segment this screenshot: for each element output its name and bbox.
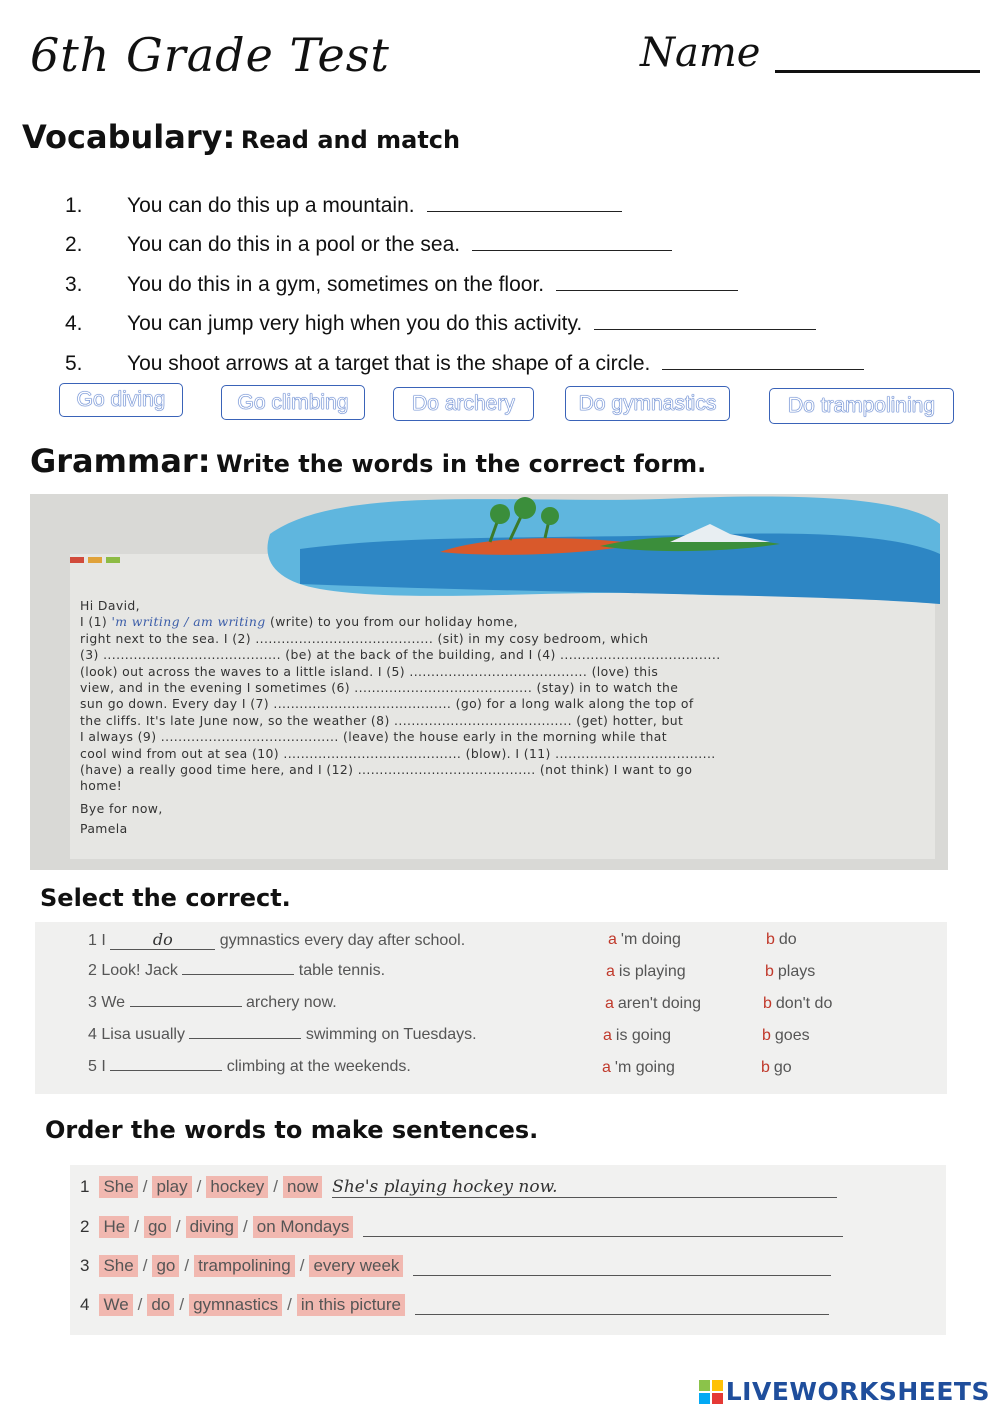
word-chip: gymnastics [189, 1294, 282, 1316]
grammar-heading-block [30, 442, 706, 480]
separator: / [175, 1217, 181, 1236]
separator: / [299, 1256, 305, 1275]
vocab-item [65, 297, 985, 337]
order-row-number: 3 [80, 1256, 90, 1275]
word-chip: hockey [206, 1176, 268, 1198]
select-row-after: table tennis. [298, 962, 386, 979]
select-heading: Select the correct. [40, 884, 291, 912]
vocab-item-text: You can do this up a mountain. [127, 193, 415, 217]
select-row [88, 1058, 411, 1076]
select-row-before: Look! Jack [101, 962, 178, 979]
select-row-after: climbing at the weekends. [226, 1058, 411, 1075]
separator: / [273, 1177, 278, 1196]
option-text: go [773, 1059, 792, 1076]
option-text: is going [615, 1027, 672, 1044]
word-chip: diving [186, 1216, 238, 1238]
order-heading: Order the words to make sentences. [45, 1116, 539, 1144]
page-title: 6th Grade Test [30, 28, 390, 82]
letter-line-part: I (1) [80, 614, 108, 630]
option-letter: a [606, 963, 615, 980]
vocab-answer-line[interactable] [472, 250, 672, 251]
vocab-item [65, 178, 985, 218]
letter-line: I always (9) ......................................... (leave) the house early in the morning while that [80, 729, 667, 745]
vocabulary-instruction: Read and match [240, 126, 461, 154]
vocab-answer-line[interactable] [427, 211, 622, 212]
select-answer-field[interactable]: do [110, 930, 215, 950]
vocab-item-text: You do this in a gym, sometimes on the floor. [127, 272, 545, 296]
letter-color-bar [70, 554, 150, 564]
select-row [88, 930, 465, 950]
select-row-before: Lisa usually [101, 1026, 185, 1043]
grammar-instruction: Write the words in the correct form. [216, 450, 707, 478]
word-bank-item[interactable]: Go climbing [221, 385, 365, 420]
select-row-number: 4 [88, 1026, 97, 1043]
select-answer-field[interactable] [110, 1070, 222, 1071]
word-chip: She [99, 1176, 137, 1198]
separator: / [142, 1256, 148, 1275]
vocab-item-number: 1. [65, 193, 83, 217]
option-a[interactable] [608, 931, 681, 949]
select-row-before: I [101, 932, 106, 949]
letter-line [80, 614, 910, 630]
vocab-item-number: 3. [65, 272, 83, 296]
vocabulary-heading-block [22, 118, 460, 156]
option-letter: a [605, 995, 614, 1012]
order-answer-field[interactable] [413, 1275, 831, 1276]
separator: / [179, 1295, 185, 1314]
island-illustration [260, 494, 948, 604]
letter-line-part: (write) to you from our holiday home, [269, 614, 518, 630]
letter-signoff: Bye for now, [80, 800, 163, 816]
select-row-number: 5 [88, 1058, 97, 1075]
order-row-number: 2 [80, 1217, 90, 1236]
option-text: aren't doing [617, 995, 702, 1012]
vocab-item-number: 5. [65, 351, 83, 375]
order-row [80, 1216, 843, 1238]
select-answer-field[interactable] [182, 974, 294, 975]
letter-line: (3) ......................................... (be) at the back of the building, and I (4) ..................................... [80, 647, 721, 663]
grammar-letter-image [30, 494, 948, 870]
order-row-number: 4 [80, 1295, 90, 1314]
vocab-item-number: 4. [65, 312, 83, 335]
option-b[interactable] [765, 963, 815, 981]
option-b[interactable] [761, 1059, 792, 1077]
vocab-item-text: You shoot arrows at a target that is the shape of a circle. [127, 351, 651, 375]
vocab-item [65, 257, 985, 297]
word-chip: now [283, 1176, 322, 1198]
order-answer-field[interactable]: She's playing hockey now. [332, 1177, 837, 1198]
select-row-number: 3 [88, 994, 97, 1011]
vocab-item-number: 2. [65, 233, 83, 256]
option-text: is playing [618, 963, 686, 980]
separator: / [243, 1217, 248, 1236]
word-chip: play [152, 1176, 191, 1198]
option-letter: a [603, 1027, 612, 1044]
select-row [88, 994, 337, 1012]
vocab-item-text: You can do this in a pool or the sea. [127, 233, 461, 256]
option-letter: b [766, 931, 775, 948]
select-row-number: 2 [88, 962, 97, 979]
option-letter: a [608, 931, 617, 948]
order-row [80, 1255, 831, 1277]
select-row-before: I [101, 1058, 106, 1075]
option-b[interactable] [766, 931, 797, 949]
select-row-before: We [101, 994, 126, 1011]
letter-line: sun go down. Every day I (7) ......................................... (go) for a long walk along the top of [80, 696, 694, 712]
select-answer-field[interactable] [130, 1006, 242, 1007]
word-chip: do [147, 1294, 174, 1316]
select-row-number: 1 [88, 932, 97, 949]
word-chip: We [99, 1294, 132, 1316]
option-a[interactable] [605, 995, 701, 1013]
select-row [88, 1026, 477, 1044]
select-row-after: archery now. [245, 994, 337, 1011]
option-letter: b [765, 963, 774, 980]
vocab-item [65, 218, 985, 258]
letter-line: view, and in the evening I sometimes (6) ......................................... (stay) in to watch the [80, 680, 679, 696]
option-letter: b [763, 995, 772, 1012]
letter-greeting: Hi David, [80, 598, 141, 613]
option-a[interactable] [606, 963, 686, 981]
vocab-item [65, 336, 985, 376]
option-b[interactable] [763, 995, 832, 1013]
word-chip: on Mondays [253, 1216, 354, 1238]
option-text: don't do [775, 995, 833, 1012]
order-answer-field[interactable] [363, 1236, 843, 1237]
option-text: 'm doing [620, 931, 681, 948]
word-chip: He [99, 1216, 129, 1238]
name-label: Name [640, 30, 761, 76]
vocab-answer-line[interactable] [662, 369, 864, 370]
option-text: 'm going [614, 1059, 675, 1076]
letter-line: home! [80, 778, 123, 794]
letter-line: right next to the sea. I (2) ......................................... (sit) in my cosy bedroom, which [80, 630, 649, 646]
liveworksheets-footer[interactable] [698, 1377, 990, 1406]
word-bank-item[interactable]: Do gymnastics [565, 386, 730, 421]
option-a[interactable] [603, 1027, 671, 1045]
footer-brand: LIVEWORKSHEETS [725, 1377, 990, 1406]
select-row-after: gymnastics every day after school. [219, 932, 466, 949]
letter-line: cool wind from out at sea (10) ......................................... (blow). I (11) ..................................... [80, 745, 716, 761]
letter-line: (have) a really good time here, and I (12) ......................................... (not think) I want to go [80, 762, 693, 778]
word-chip: every week [309, 1255, 403, 1277]
vocabulary-heading: Vocabulary: [22, 118, 236, 156]
vocab-item-text: You can jump very high when you do this activity. [127, 312, 583, 335]
word-chip: go [152, 1255, 179, 1277]
option-letter: b [761, 1059, 770, 1076]
letter-signature: Pamela [80, 821, 128, 837]
word-chip: She [99, 1255, 137, 1277]
separator: / [196, 1177, 202, 1196]
vocabulary-list [65, 178, 985, 376]
color-bar-icon [70, 557, 130, 567]
vocab-answer-line[interactable] [556, 290, 738, 291]
letter-text [80, 598, 910, 838]
word-chip: in this picture [297, 1294, 405, 1316]
order-row [80, 1176, 837, 1198]
word-bank-item[interactable]: Do trampolining [769, 388, 954, 424]
letter-line: (look) out across the waves to a little island. I (5) ......................................... (love) this [80, 663, 659, 679]
order-answer-field[interactable] [415, 1314, 829, 1315]
option-letter: b [762, 1027, 771, 1044]
separator: / [184, 1256, 190, 1275]
word-chip: go [144, 1216, 171, 1238]
grammar-heading: Grammar: [30, 442, 211, 480]
name-input-line[interactable] [775, 70, 980, 73]
order-row [80, 1294, 829, 1316]
option-b[interactable] [762, 1027, 810, 1045]
separator: / [142, 1177, 148, 1196]
select-row [88, 962, 385, 980]
order-row-number: 1 [80, 1177, 90, 1196]
separator: / [137, 1295, 143, 1314]
option-letter: a [602, 1059, 611, 1076]
option-text: do [778, 931, 797, 948]
word-bank-item[interactable]: Do archery [393, 387, 534, 421]
word-chip: trampolining [194, 1255, 295, 1277]
letter-answer-1[interactable]: 'm writing / am writing [111, 614, 266, 630]
word-bank-item[interactable]: Go diving [59, 383, 183, 417]
separator: / [134, 1217, 139, 1236]
option-a[interactable] [602, 1059, 675, 1077]
separator: / [287, 1295, 292, 1314]
option-text: goes [774, 1027, 810, 1044]
vocab-answer-line[interactable] [594, 329, 816, 330]
liveworksheets-logo-icon [698, 1379, 724, 1405]
option-text: plays [777, 963, 816, 980]
letter-line: the cliffs. It's late June now, so the weather (8) ......................................... (get) hotter, but [80, 712, 684, 728]
select-answer-field[interactable] [189, 1038, 301, 1039]
select-row-after: swimming on Tuesdays. [305, 1026, 477, 1043]
